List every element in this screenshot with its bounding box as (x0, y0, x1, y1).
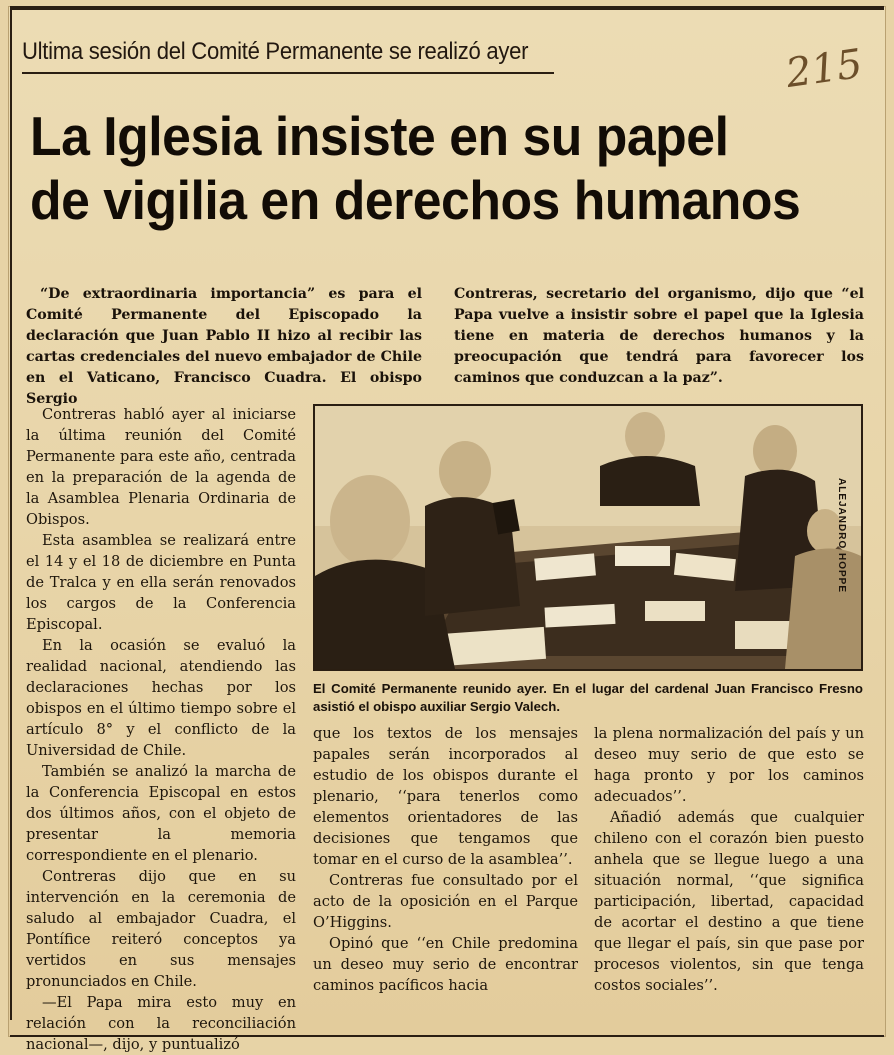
paragraph: que los textos de los mensajes papales serán incorporados al estudio de los obispos durante el plenario, ‘‘para tenerlos como elementos orientadores de las decisiones que tengamos que tomar en el curso de la asamblea’’. (313, 725, 578, 868)
headline-line-2: de vigilia en derechos humanos (30, 169, 801, 231)
photo-illustration (315, 406, 861, 669)
paragraph: Contreras habló ayer al iniciarse la última reunión del Comité Permanente para este año, centrada en la preparación de la agenda de la Asamblea Plenaria Ordinaria de Obispos. (26, 406, 296, 528)
paragraph: Opinó que ‘‘en Chile predomina un deseo muy serio de encontrar caminos pacíficos hacia (313, 935, 578, 994)
meeting-photo (313, 404, 863, 671)
paragraph: También se analizó la marcha de la Conferencia Episcopal en estos dos últimos años, con el objeto de presentar la memoria correspondiente en el plenario. (26, 763, 296, 864)
paragraph: Contreras fue consultado por el acto de la oposición en el Parque O’Higgins. (313, 872, 578, 931)
headline (30, 104, 829, 232)
left-rule (10, 10, 12, 1020)
paragraph: En la ocasión se evaluó la realidad nacional, atendiendo las declaraciones hechas por los obispos en el último tiempo sobre el artículo 8° y el conflicto de la Universidad de Chile. (26, 637, 296, 759)
headline-line-1: La Iglesia insiste en su papel (30, 105, 729, 167)
photo-credit: ALEJANDRO HOPPE (836, 478, 847, 594)
paragraph: Esta asamblea se realizará entre el 14 y el 18 de diciembre en Punta de Tralca y en ella serán renovados los cargos de la Conferencia Episcopal. (26, 532, 296, 633)
paragraph: —El Papa mira esto muy en relación con la reconciliación nacional—, dijo, y puntualizó (26, 994, 296, 1053)
body-column-2 (313, 723, 578, 996)
paragraph: la plena normalización del país y un deseo muy serio de que esto se haga pronto y por los caminos adecuados’’. (594, 725, 864, 805)
kicker-underline (22, 72, 554, 74)
handwritten-page-number: 215 (783, 40, 866, 98)
photo-caption: El Comité Permanente reunido ayer. En el lugar del cardenal Juan Francisco Fresno asistió el obispo auxiliar Sergio Valech. (313, 681, 863, 714)
body-column-1 (26, 404, 296, 1055)
paragraph: Contreras dijo que en su intervención en la ceremonia de saludo al embajador Cuadra, el Pontífice reiteró conceptos ya vertidos en sus mensajes pronunciados en Chile. (26, 868, 296, 990)
lead-right: Contreras, secretario del organismo, dijo que “el Papa vuelve a insistir sobre el papel que la Iglesia tiene en materia de derechos humanos y la preocupación que tendrá para favorecer los caminos que conduzcan a la paz”. (454, 286, 864, 386)
body-column-3 (594, 723, 864, 996)
paragraph: Añadió además que cualquier chileno con el corazón bien puesto anhela que se llegue luego a una situación normal, ‘‘que significa participación, libertad, capacidad de acortar el destino a que tiene que llegar el país, sin que pase por procesos violentos, sin que tenga costos sociales’’. (594, 809, 864, 994)
lead-left: “De extraordinaria importancia” es para el Comité Permanente del Episcopado la declaración que Juan Pablo II hizo al recibir las cartas credenciales del nuevo embajador de Chile en el Vaticano, Francisco Cuadra. El obispo Sergio (26, 286, 422, 407)
top-rule (10, 6, 884, 10)
kicker: Ultima sesión del Comité Permanente se realizó ayer (22, 38, 529, 65)
